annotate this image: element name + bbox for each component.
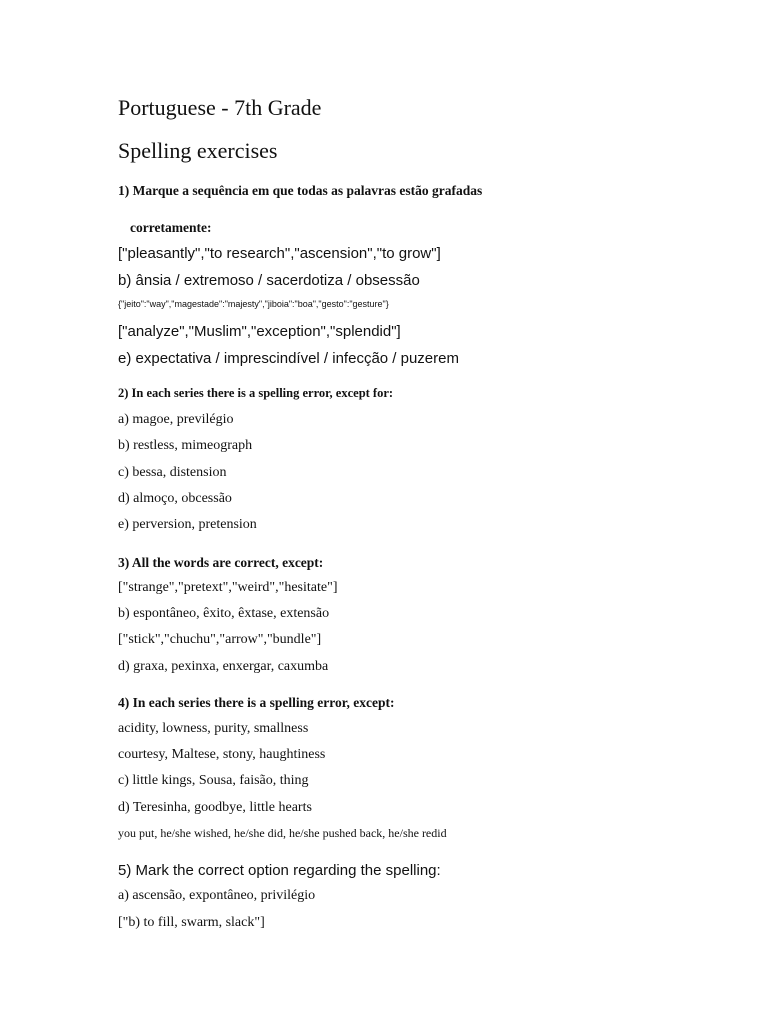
- question-4-option-e: you put, he/she wished, he/she did, he/she pushed back, he/she redid: [118, 826, 447, 840]
- question-5-heading: 5) Mark the correct option regarding the spelling:: [118, 862, 441, 879]
- question-5-option-b: ["b) to fill, swarm, slack"]: [118, 915, 265, 930]
- question-2-option-e: e) perversion, pretension: [118, 517, 257, 532]
- question-1-option-a: ["pleasantly","to research","ascension","to grow"]: [118, 245, 441, 262]
- question-3-heading: 3) All the words are correct, except:: [118, 555, 324, 570]
- document-title: Portuguese - 7th Grade: [118, 95, 322, 120]
- question-4-option-b: courtesy, Maltese, stony, haughtiness: [118, 747, 326, 762]
- question-1-heading-continued: corretamente:: [130, 220, 212, 235]
- question-5-option-a: a) ascensão, expontâneo, privilégio: [118, 888, 316, 903]
- question-2-option-b: b) restless, mimeograph: [118, 438, 253, 453]
- question-1-option-b: b) ânsia / extremoso / sacerdotiza / obsessão: [118, 272, 420, 289]
- question-3-option-d: d) graxa, pexinxa, enxergar, caxumba: [118, 659, 329, 674]
- question-1-option-d: ["analyze","Muslim","exception","splendid"]: [118, 323, 401, 340]
- question-4-option-d: d) Teresinha, goodbye, little hearts: [118, 800, 312, 815]
- question-1-option-e: e) expectativa / imprescindível / infecção / puzerem: [118, 350, 459, 367]
- question-2-heading: 2) In each series there is a spelling error, except for:: [118, 386, 394, 400]
- question-3-option-c: ["stick","chuchu","arrow","bundle"]: [118, 632, 322, 647]
- question-2-option-d: d) almoço, obcessão: [118, 491, 232, 506]
- question-4-heading: 4) In each series there is a spelling error, except:: [118, 695, 395, 710]
- question-4-option-a: acidity, lowness, purity, smallness: [118, 721, 309, 736]
- document-subtitle: Spelling exercises: [118, 138, 278, 163]
- question-1-option-c: {"jeito":"way","magestade":"majesty","jiboia":"boa","gesto":"gesture"}: [118, 299, 389, 309]
- question-3-option-a: ["strange","pretext","weird","hesitate"]: [118, 580, 338, 595]
- question-2-option-c: c) bessa, distension: [118, 465, 227, 480]
- question-1-heading: 1) Marque a sequência em que todas as palavras estão grafadas: [118, 183, 483, 198]
- question-2-option-a: a) magoe, previlégio: [118, 412, 234, 427]
- question-4-option-c: c) little kings, Sousa, faisão, thing: [118, 773, 309, 788]
- question-3-option-b: b) espontâneo, êxito, êxtase, extensão: [118, 606, 330, 621]
